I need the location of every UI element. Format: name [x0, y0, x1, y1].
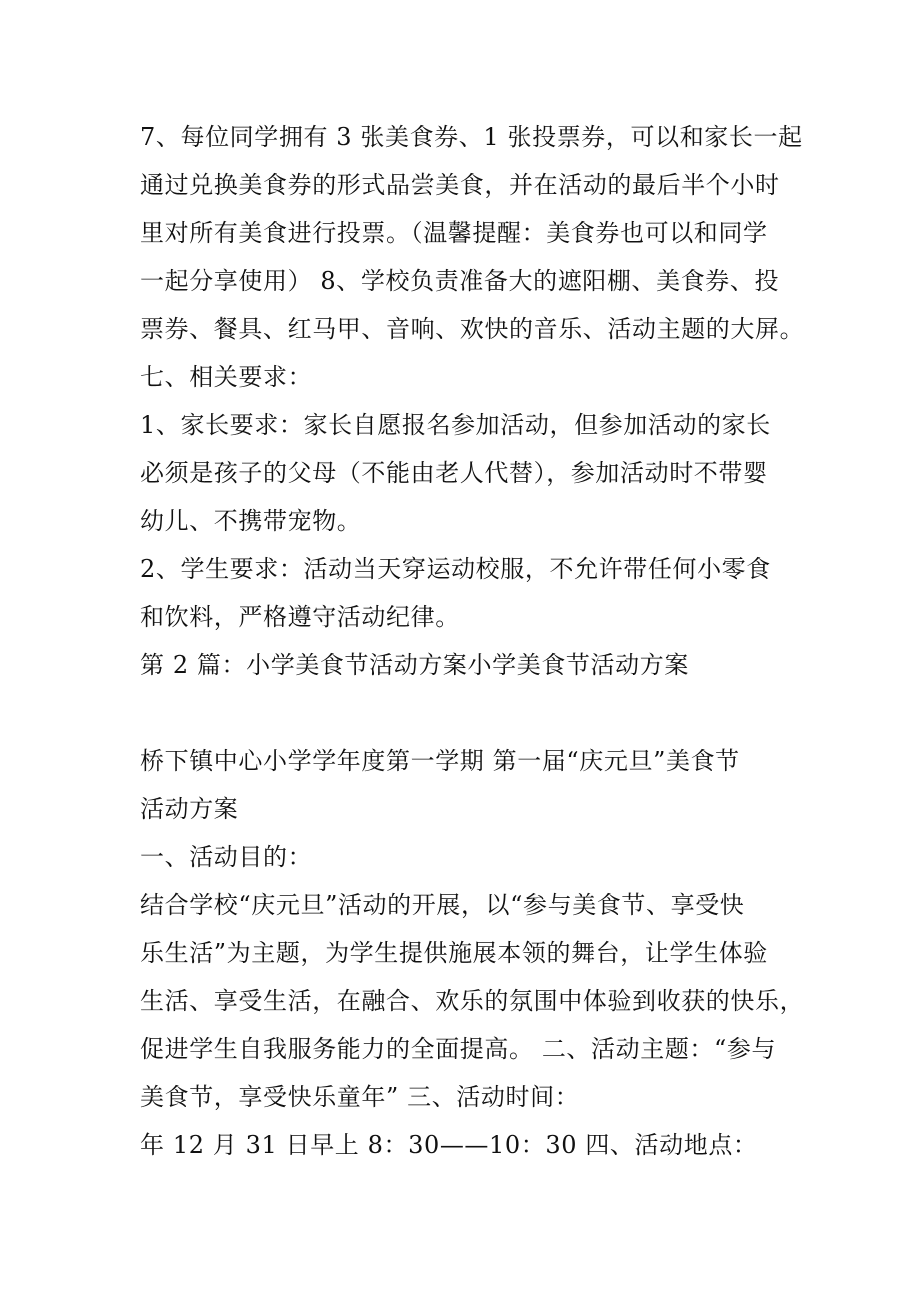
document-title: 活动方案: [140, 795, 239, 823]
text-line: 一起分享使用） 8、学校负责准备大的遮阳棚、美食券、投: [140, 267, 780, 295]
text-line: 里对所有美食进行投票。（温馨提醒：美食券也可以和同学: [140, 219, 768, 247]
article-heading: 第 2 篇：小学美食节活动方案小学美食节活动方案: [140, 651, 689, 679]
text-line: 促进学生自我服务能力的全面提高。 二、活动主题：“参与: [140, 1035, 777, 1063]
text-line: 美食节，享受快乐童年” 三、活动时间：: [140, 1083, 580, 1111]
section-heading: 一、活动目的：: [140, 843, 313, 871]
text-line: 2、学生要求：活动当天穿运动校服，不允许带任何小零食: [140, 555, 771, 583]
document-title: 桥下镇中心小学学年度第一学期 第一届“庆元旦”美食节: [140, 747, 740, 775]
text-line: 生活、享受生活，在融合、欢乐的氛围中体验到收获的快乐，: [140, 987, 805, 1015]
text-line: 结合学校“庆元旦”活动的开展，以“参与美食节、享受快: [140, 891, 745, 919]
text-line: 和饮料，严格遵守活动纪律。: [140, 603, 460, 631]
text-line: 必须是孩子的父母（不能由老人代替），参加活动时不带婴: [140, 459, 768, 487]
text-line: 1、家长要求：家长自愿报名参加活动，但参加活动的家长: [140, 411, 771, 439]
text-line: 幼儿、不携带宠物。: [140, 507, 362, 535]
section-heading: 七、相关要求：: [140, 363, 313, 391]
text-line: 年 12 月 31 日早上 8：30——10：30 四、活动地点：: [140, 1131, 758, 1159]
text-line: 票券、餐具、红马甲、音响、欢快的音乐、活动主题的大屏。: [140, 315, 805, 343]
text-line: 乐生活”为主题，为学生提供施展本领的舞台，让学生体验: [140, 939, 768, 967]
text-line: 通过兑换美食券的形式品尝美食，并在活动的最后半个小时: [140, 171, 780, 199]
text-line: 7、每位同学拥有 3 张美食券、1 张投票券，可以和家长一起: [140, 123, 803, 151]
